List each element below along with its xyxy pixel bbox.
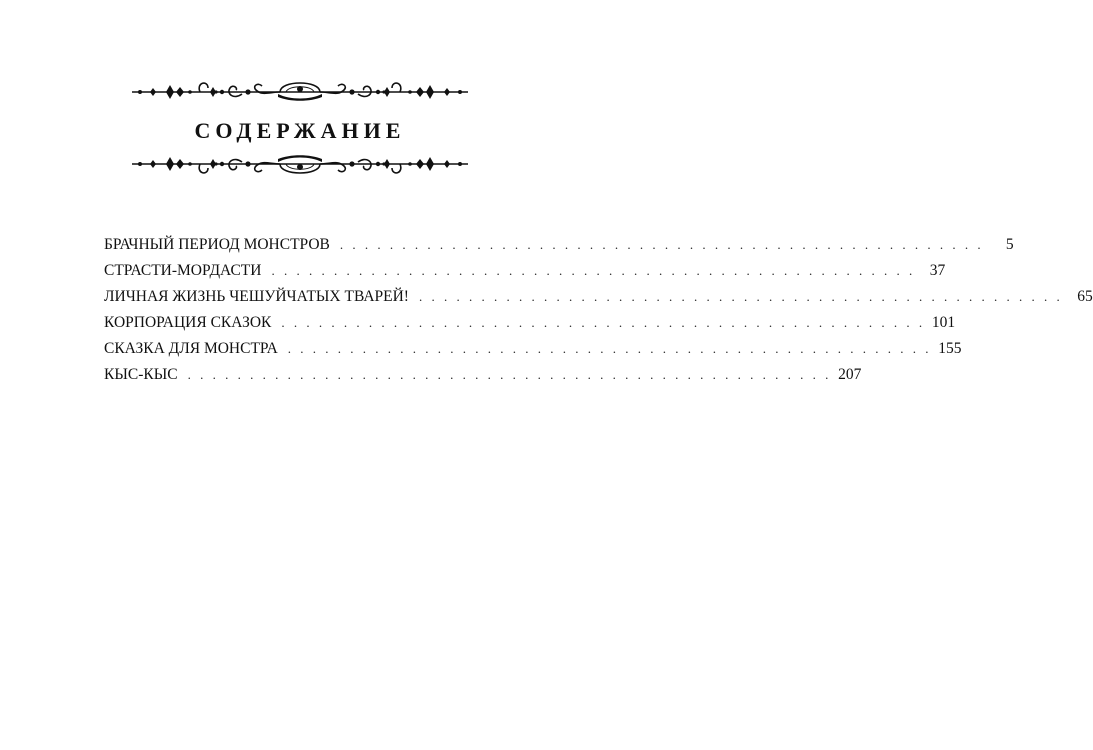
toc-entry-page: 101 <box>931 314 956 331</box>
toc-entry-page: 207 <box>838 366 862 383</box>
toc-entry <box>104 232 1014 258</box>
toc-entry-page: 155 <box>938 340 962 357</box>
toc-entry-title: КОРПОРАЦИЯ СКАЗОК <box>104 314 272 331</box>
toc-entry-page: 65 <box>1077 288 1093 305</box>
toc-entry-title: СКАЗКА ДЛЯ МОНСТРА <box>104 340 278 357</box>
toc-entry-page: 37 <box>929 262 946 279</box>
toc-entry <box>104 362 862 388</box>
toc-leader-dots: . . . . . . . . . . . . . . . . . . . . . . . . . . . . . . . . . . . . . . . . . . . . . . . . . . . . <box>281 315 926 330</box>
toc-entry-title: ЛИЧНАЯ ЖИЗНЬ ЧЕШУЙЧАТЫХ ТВАРЕЙ! <box>104 288 409 305</box>
toc-leader-dots: . . . . . . . . . . . . . . . . . . . . . . . . . . . . . . . . . . . . . . . . . . . . . . . . . . . . <box>418 289 1063 304</box>
toc-entry <box>104 258 946 284</box>
contents-heading: СОДЕРЖАНИЕ <box>194 118 406 143</box>
toc-leader-dots: . . . . . . . . . . . . . . . . . . . . . . . . . . . . . . . . . . . . . . . . . . . . . . . . . . . . <box>287 341 932 356</box>
toc-entry <box>104 336 962 362</box>
toc-entry <box>104 310 956 336</box>
top-flourish-icon <box>130 74 470 104</box>
toc-entry-title: БРАЧНЫЙ ПЕРИОД МОНСТРОВ <box>104 236 330 253</box>
bottom-flourish-icon <box>130 152 470 182</box>
toc-entry-page: 5 <box>1005 236 1014 253</box>
toc-entry <box>104 284 1093 310</box>
toc-entry-title: КЫС-КЫС <box>104 366 178 383</box>
toc-leader-dots: . . . . . . . . . . . . . . . . . . . . . . . . . . . . . . . . . . . . . . . . . . . . . . . . . . . . <box>187 367 832 382</box>
table-of-contents <box>104 232 1093 388</box>
toc-entry-title: СТРАСТИ-МОРДАСТИ <box>104 262 262 279</box>
toc-leader-dots: . . . . . . . . . . . . . . . . . . . . . . . . . . . . . . . . . . . . . . . . . . . . . . . . . . . . <box>339 237 984 252</box>
toc-leader-dots: . . . . . . . . . . . . . . . . . . . . . . . . . . . . . . . . . . . . . . . . . . . . . . . . . . . . <box>271 263 916 278</box>
